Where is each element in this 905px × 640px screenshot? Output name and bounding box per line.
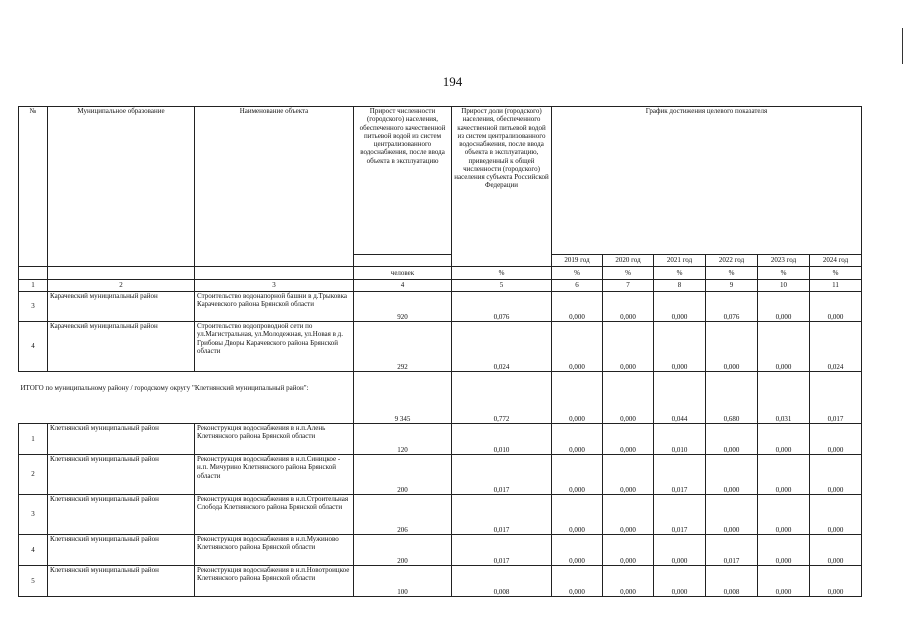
row-2023: 0,000	[758, 292, 810, 322]
unit-pct: %	[603, 267, 654, 280]
unit-blank	[195, 267, 354, 280]
row-share: 0,017	[452, 535, 552, 566]
unit-pct: %	[452, 267, 552, 280]
unit-pct: %	[706, 267, 758, 280]
row-2022: 0,000	[706, 495, 758, 535]
row-2022: 0,000	[706, 322, 758, 372]
row-people: 120	[354, 424, 452, 455]
row-share: 0,024	[452, 322, 552, 372]
row-2022: 0,008	[706, 566, 758, 597]
col-number: 7	[603, 280, 654, 292]
row-2021: 0,017	[654, 455, 706, 495]
row-2020: 0,000	[603, 424, 654, 455]
col-number: 6	[552, 280, 603, 292]
page-number: 194	[442, 74, 463, 89]
row-object: Строительство водопроводной сети по ул.Магистральная, ул.Молодежная, ул.Новая в д. Грибовы Дворы Карачевского района Брянской области	[195, 322, 354, 372]
row-2019: 0,000	[552, 292, 603, 322]
row-2022: 0,000	[706, 455, 758, 495]
row-2019: 0,000	[552, 455, 603, 495]
row-2020: 0,000	[603, 495, 654, 535]
table-row	[19, 535, 862, 566]
row-2023: 0,000	[758, 566, 810, 597]
row-2021: 0,010	[654, 424, 706, 455]
row-municipality: Клетнянский муниципальный район	[48, 424, 195, 455]
unit-pct: %	[654, 267, 706, 280]
total-label: ИТОГО по муниципальному району / городскому округу "Клетнянский муниципальный район":	[19, 372, 354, 424]
units-row	[19, 267, 862, 280]
year-2020: 2020 год	[603, 255, 654, 267]
row-share: 0,017	[452, 455, 552, 495]
year-2024: 2024 год	[810, 255, 862, 267]
col-number: 4	[354, 280, 452, 292]
row-2020: 0,000	[603, 322, 654, 372]
header-schedule: График достижения целевого показателя	[552, 107, 862, 255]
col-number: 9	[706, 280, 758, 292]
row-object: Реконструкция водоснабжения в н.п.Строительная Слобода Клетнянского района Брянской области	[195, 495, 354, 535]
row-2021: 0,000	[654, 322, 706, 372]
total-2019: 0,000	[552, 372, 603, 424]
row-2022: 0,000	[706, 424, 758, 455]
header-growth-population: Прирост численности (городского) населения, обеспеченного качественной питьевой водой из систем централизованного водоснабжения, после ввода объекта в эксплуатацию	[354, 107, 452, 255]
row-2021: 0,000	[654, 292, 706, 322]
col-number: 10	[758, 280, 810, 292]
total-2021: 0,044	[654, 372, 706, 424]
targets-table	[18, 106, 862, 597]
row-num: 4	[19, 535, 48, 566]
row-municipality: Карачевский муниципальный район	[48, 322, 195, 372]
table-row	[19, 424, 862, 455]
row-2022: 0,017	[706, 535, 758, 566]
edge-mark	[902, 28, 903, 64]
unit-pct: %	[758, 267, 810, 280]
unit-pct: %	[810, 267, 862, 280]
unit-pct: %	[552, 267, 603, 280]
col-number: 5	[452, 280, 552, 292]
year-2019: 2019 год	[552, 255, 603, 267]
total-2023: 0,031	[758, 372, 810, 424]
header-growth-population-continued	[354, 255, 452, 267]
row-num: 5	[19, 566, 48, 597]
header-object: Наименование объекта	[195, 107, 354, 267]
header-growth-share: Прирост доли (городского) населения, обеспеченного качественной питьевой водой из систем централизованного водоснабжения, после ввода объекта в эксплуатацию, приведенный к общей численности (городского) населения субъекта Российской Федерации	[452, 107, 552, 267]
total-2020: 0,000	[603, 372, 654, 424]
row-people: 200	[354, 535, 452, 566]
row-municipality: Карачевский муниципальный район	[48, 292, 195, 322]
row-people: 200	[354, 455, 452, 495]
row-share: 0,010	[452, 424, 552, 455]
total-share: 0,772	[452, 372, 552, 424]
column-numbers-row	[19, 280, 862, 292]
row-municipality: Клетнянский муниципальный район	[48, 566, 195, 597]
row-2019: 0,000	[552, 424, 603, 455]
col-number: 3	[195, 280, 354, 292]
total-2022: 0,680	[706, 372, 758, 424]
row-2020: 0,000	[603, 566, 654, 597]
year-2021: 2021 год	[654, 255, 706, 267]
row-num: 4	[19, 322, 48, 372]
total-people: 9 345	[354, 372, 452, 424]
row-2023: 0,000	[758, 535, 810, 566]
row-2024: 0,000	[810, 292, 862, 322]
col-number: 1	[19, 280, 48, 292]
row-2021: 0,000	[654, 566, 706, 597]
row-2024: 0,000	[810, 424, 862, 455]
col-number: 11	[810, 280, 862, 292]
year-2023: 2023 год	[758, 255, 810, 267]
row-2024: 0,000	[810, 535, 862, 566]
header-row	[19, 107, 862, 255]
total-row	[19, 372, 862, 424]
row-municipality: Клетнянский муниципальный район	[48, 455, 195, 495]
row-people: 206	[354, 495, 452, 535]
row-num: 1	[19, 424, 48, 455]
row-object: Реконструкция водоснабжения в н.п.Новотроицкое Клетнянского района Брянской области	[195, 566, 354, 597]
row-share: 0,017	[452, 495, 552, 535]
total-2024: 0,017	[810, 372, 862, 424]
row-2023: 0,000	[758, 495, 810, 535]
row-municipality: Клетнянский муниципальный район	[48, 535, 195, 566]
row-num: 3	[19, 495, 48, 535]
row-2020: 0,000	[603, 535, 654, 566]
row-2024: 0,024	[810, 322, 862, 372]
row-2019: 0,000	[552, 495, 603, 535]
row-share: 0,008	[452, 566, 552, 597]
row-2024: 0,000	[810, 455, 862, 495]
row-2023: 0,000	[758, 322, 810, 372]
row-num: 3	[19, 292, 48, 322]
row-2024: 0,000	[810, 566, 862, 597]
row-object: Реконструкция водоснабжения в н.п.Мужиново Клетнянского района Брянской области	[195, 535, 354, 566]
year-2022: 2022 год	[706, 255, 758, 267]
unit-blank	[19, 267, 48, 280]
header-municipality: Муниципальное образование	[48, 107, 195, 267]
row-2020: 0,000	[603, 292, 654, 322]
row-num: 2	[19, 455, 48, 495]
row-people: 292	[354, 322, 452, 372]
row-people: 920	[354, 292, 452, 322]
row-2021: 0,017	[654, 495, 706, 535]
col-number: 2	[48, 280, 195, 292]
row-2023: 0,000	[758, 424, 810, 455]
table-row	[19, 495, 862, 535]
row-object: Строительство водонапорной башни в д.Трыковка Карачевского района Брянской области	[195, 292, 354, 322]
row-2019: 0,000	[552, 322, 603, 372]
row-2023: 0,000	[758, 455, 810, 495]
col-number: 8	[654, 280, 706, 292]
row-object: Реконструкция водоснабжения в н.п.Синицкое - н.п. Мичурино Клетнянского района Брянской области	[195, 455, 354, 495]
table-row	[19, 322, 862, 372]
row-people: 100	[354, 566, 452, 597]
table-row	[19, 292, 862, 322]
row-2019: 0,000	[552, 535, 603, 566]
row-object: Реконструкция водоснабжения в н.п.Алень Клетнянского района Брянской области	[195, 424, 354, 455]
table-row	[19, 566, 862, 597]
row-2024: 0,000	[810, 495, 862, 535]
unit-blank	[48, 267, 195, 280]
row-share: 0,076	[452, 292, 552, 322]
unit-people: человек	[354, 267, 452, 280]
header-num: №	[19, 107, 48, 267]
row-2022: 0,076	[706, 292, 758, 322]
table-row	[19, 455, 862, 495]
row-municipality: Клетнянский муниципальный район	[48, 495, 195, 535]
row-2021: 0,000	[654, 535, 706, 566]
row-2019: 0,000	[552, 566, 603, 597]
row-2020: 0,000	[603, 455, 654, 495]
